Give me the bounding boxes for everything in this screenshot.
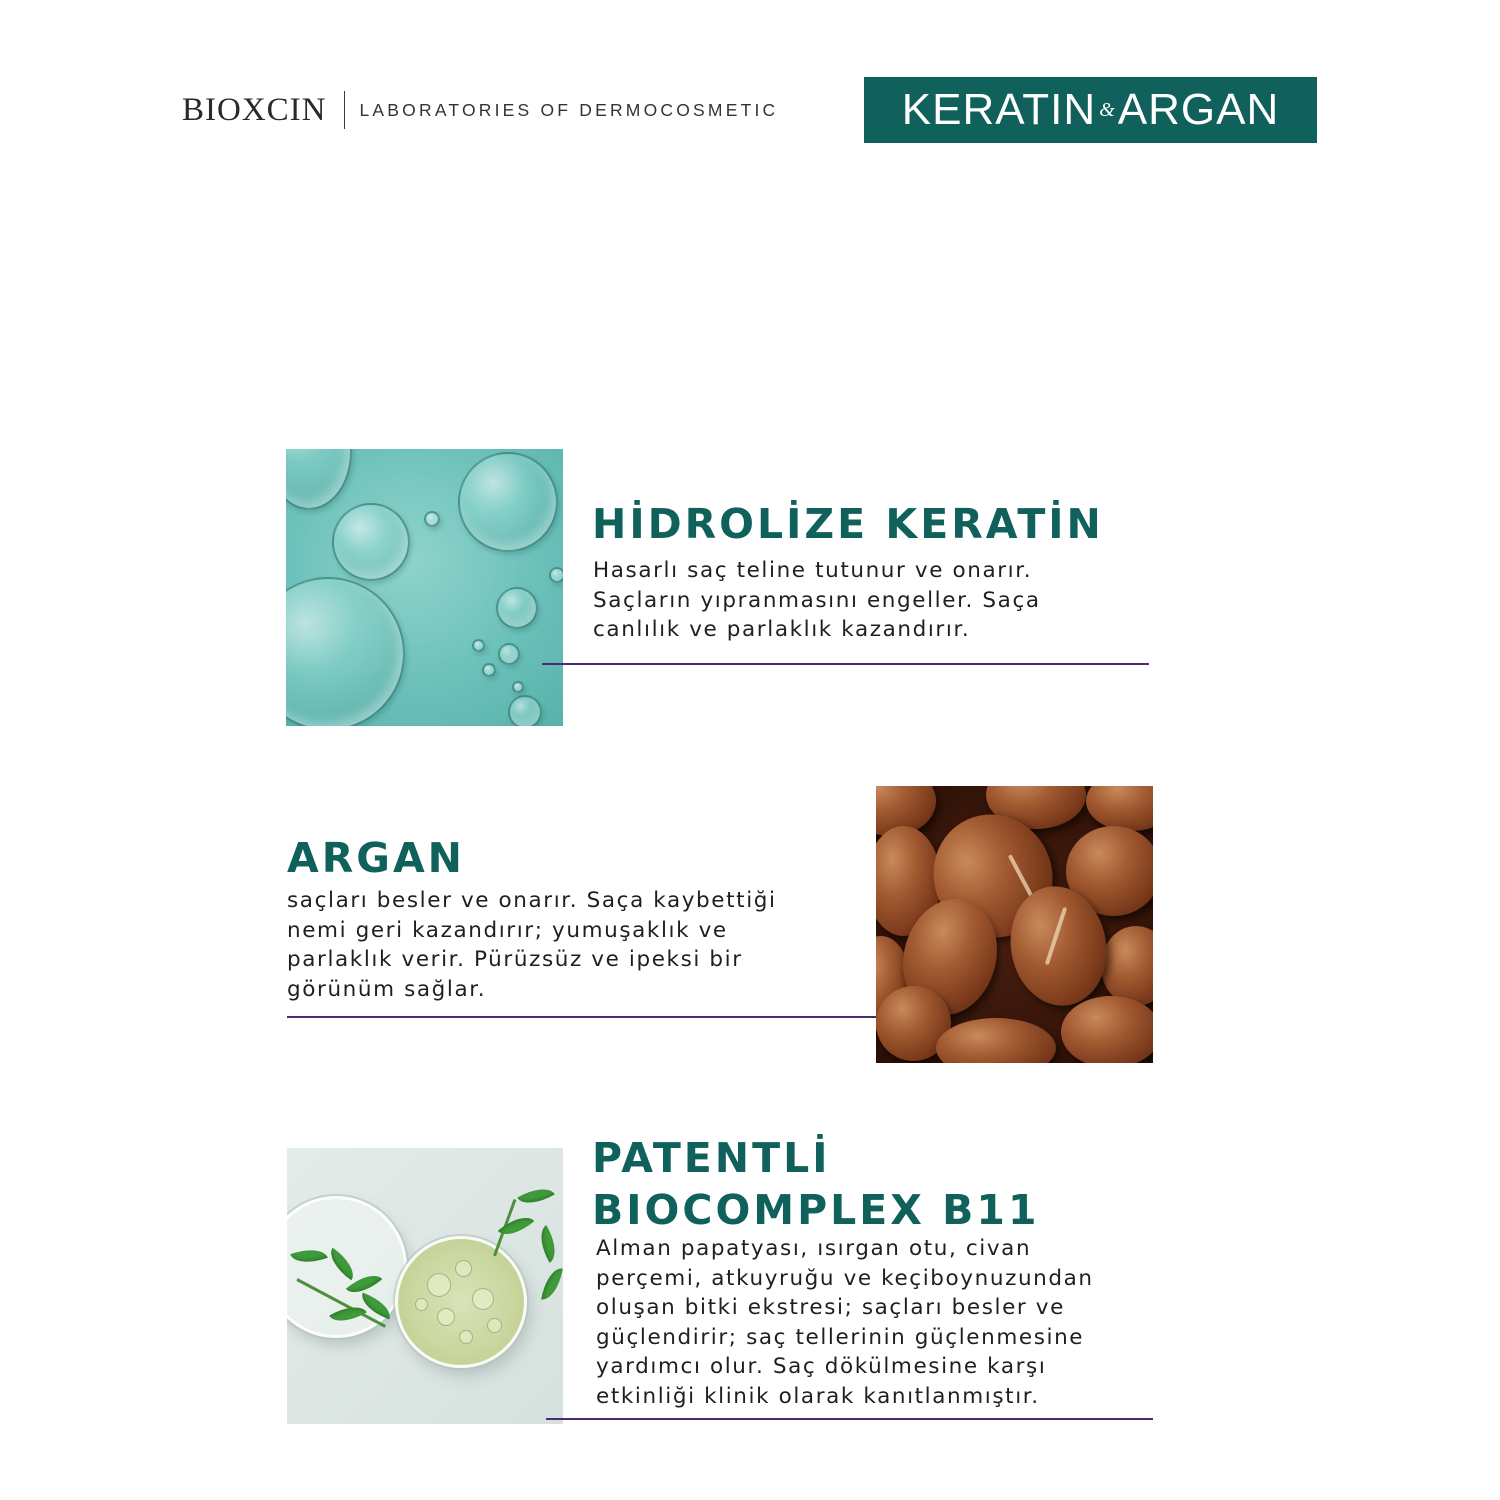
brand-logo: BIOXCIN xyxy=(182,91,327,128)
extract-droplet xyxy=(472,1288,494,1310)
bubble xyxy=(286,449,352,510)
biocomplex-description-line: etkinliği klinik olarak kanıtlanmıştır. xyxy=(596,1383,1040,1409)
bubble xyxy=(549,567,563,583)
argan-description-line: saçları besler ve onarır. Saça kaybettiği xyxy=(287,888,777,913)
argan-nut xyxy=(1061,996,1153,1063)
argan-nut xyxy=(1086,786,1153,831)
bubble xyxy=(472,639,485,652)
herb-leaf xyxy=(541,1266,563,1302)
product-line-badge xyxy=(864,77,1317,143)
bubble xyxy=(286,577,405,726)
biocomplex-divider xyxy=(546,1418,1153,1420)
extract-droplet xyxy=(459,1330,473,1344)
argan-nut xyxy=(1101,926,1153,1006)
bubble xyxy=(332,503,410,581)
biocomplex-title-line: PATENTLİ xyxy=(592,1134,831,1182)
brand-header xyxy=(182,88,778,132)
bubble xyxy=(482,663,496,677)
argan-description-line: parlaklık verir. Pürüzsüz ve ipeksi bir xyxy=(287,947,743,972)
argan-description-line: nemi geri kazandırır; yumuşaklık ve xyxy=(287,917,728,943)
extract-droplet xyxy=(427,1273,451,1297)
badge-ampersand: & xyxy=(1099,98,1115,121)
keratin-description-line: Hasarlı saç teline tutunur ve onarır. xyxy=(593,558,1033,583)
keratin-description-line: Saçların yıpranmasını engeller. Saça xyxy=(593,587,1041,613)
biocomplex-petri-image xyxy=(287,1148,563,1424)
argan-nuts-image xyxy=(876,786,1153,1063)
badge-argan: ARGAN xyxy=(1117,85,1280,134)
argan-description xyxy=(287,886,777,1004)
keratin-divider xyxy=(542,663,1149,665)
argan-divider xyxy=(287,1016,893,1018)
extract-droplet xyxy=(415,1298,428,1311)
biocomplex-title-line: BIOCOMPLEX B11 xyxy=(592,1186,1040,1234)
bubble xyxy=(496,587,538,629)
biocomplex-description-line: oluşan bitki ekstresi; saçları besler ve xyxy=(596,1295,1065,1320)
bubble xyxy=(424,511,440,527)
bubble xyxy=(498,643,520,665)
argan-nut xyxy=(936,1018,1056,1063)
extract-droplet xyxy=(455,1260,472,1277)
argan-title xyxy=(287,832,465,884)
extract-droplet xyxy=(437,1308,455,1326)
bubble xyxy=(508,695,542,726)
brand-divider xyxy=(344,91,345,129)
badge-keratin: KERATIN xyxy=(901,85,1097,134)
biocomplex-description-line: perçemi, atkuyruğu ve keçiboynuzundan xyxy=(596,1265,1094,1291)
biocomplex-description-line: güçlendirir; saç tellerinin güçlenmesine xyxy=(596,1324,1085,1350)
brand-tagline: LABORATORIES OF DERMOCOSMETIC xyxy=(359,99,779,120)
biocomplex-description-line: Alman papatyası, ısırgan otu, civan xyxy=(596,1236,1032,1261)
extract-droplet xyxy=(487,1318,502,1333)
keratin-description xyxy=(593,556,1041,645)
biocomplex-title xyxy=(592,1132,1039,1236)
argan-title-line: ARGAN xyxy=(287,834,465,882)
herb-leaf xyxy=(498,1209,534,1243)
keratin-bubbles-image xyxy=(286,449,563,726)
bubble xyxy=(458,452,558,552)
biocomplex-description-line: yardımcı olur. Saç dökülmesine karşı xyxy=(596,1354,1047,1379)
keratin-title xyxy=(592,498,1104,550)
keratin-description-line: canlılık ve parlaklık kazandırır. xyxy=(593,617,971,642)
herb-leaf xyxy=(517,1181,554,1212)
herb-leaf xyxy=(533,1225,563,1262)
argan-description-line: görünüm sağlar. xyxy=(287,976,487,1002)
keratin-title-line: HİDROLİZE KERATİN xyxy=(592,500,1104,548)
biocomplex-description xyxy=(596,1234,1094,1411)
bubble xyxy=(512,681,524,693)
